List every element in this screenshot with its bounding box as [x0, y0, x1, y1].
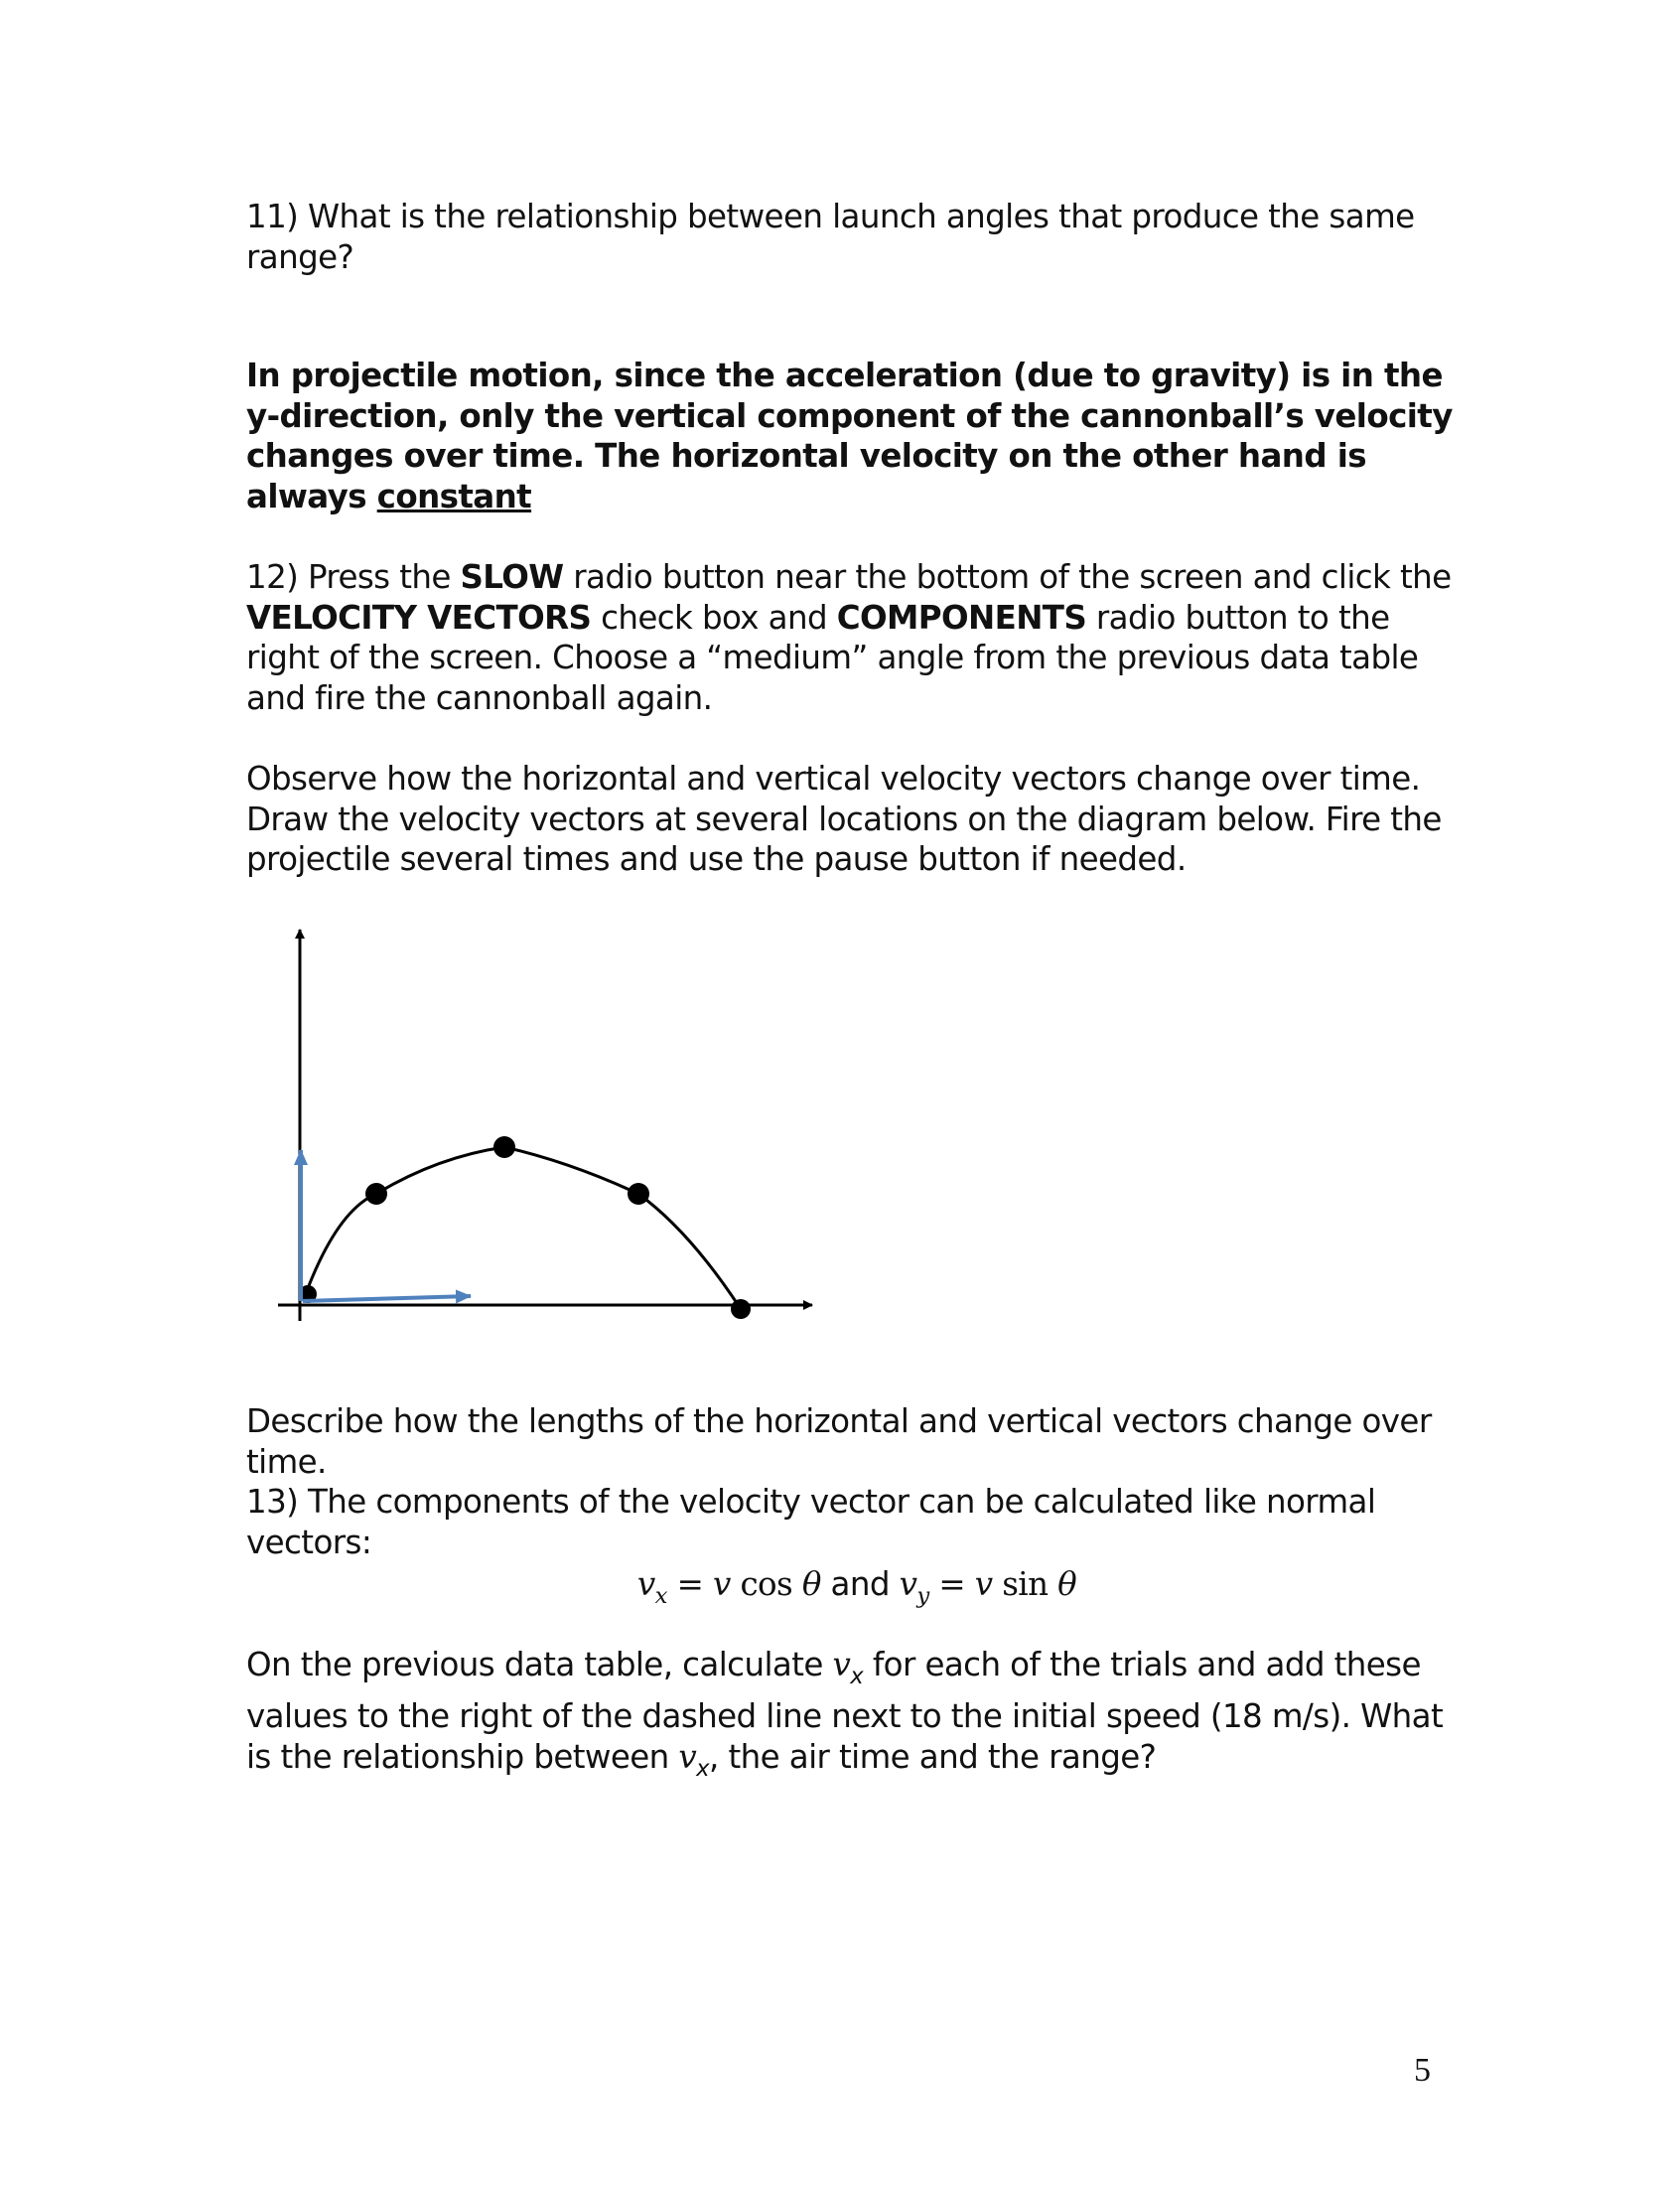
observe-paragraph: Observe how the horizontal and vertical velocity vectors change over time. Draw the velocity vectors at several locations on the diagram below. Fire the projectile several times and use the pause button if needed.: [246, 760, 1442, 878]
formula-vx-sub: x: [654, 1582, 667, 1609]
final-text-1: On the previous data table, calculate: [246, 1646, 833, 1683]
trajectory-point: [731, 1299, 751, 1319]
q12-text-2: radio button near the bottom of the screen and click the: [563, 558, 1452, 596]
formula-equals: =: [928, 1565, 975, 1603]
q12-components-label: COMPONENTS: [836, 598, 1087, 637]
final-vx-sub: x: [696, 1755, 710, 1782]
q12-text-3: check box and: [591, 598, 837, 637]
horizontal-velocity-vector: [303, 1296, 471, 1301]
formula-and: and: [820, 1565, 900, 1603]
describe-paragraph: Describe how the lengths of the horizontal and vertical vectors change over time.: [246, 1402, 1432, 1481]
formula-vx: v: [636, 1565, 655, 1603]
page-number: 5: [1414, 2052, 1431, 2089]
formula-sin: sin: [992, 1565, 1058, 1603]
question-13: 13) The components of the velocity vector can be calculated like normal vectors:: [246, 1483, 1376, 1561]
final-text-2: for each of the trials and add these values to the right of the dashed line next to the initial speed (18 m/s). What is the relationship between: [246, 1646, 1444, 1776]
formula-vy-sub: y: [916, 1582, 929, 1609]
final-vx: v: [832, 1646, 851, 1683]
info-underlined-word: constant: [376, 477, 532, 515]
question-11: 11) What is the relationship between launch angles that produce the same range?: [246, 198, 1415, 276]
final-question-paragraph: [246, 1645, 1468, 1789]
trajectory-point: [628, 1183, 649, 1205]
formula-theta: θ: [1057, 1565, 1077, 1603]
q12-slow-label: SLOW: [460, 558, 564, 596]
trajectory-point: [493, 1136, 515, 1158]
formula-v: v: [974, 1565, 993, 1603]
q12-velocity-vectors-label: VELOCITY VECTORS: [246, 598, 592, 637]
q12-text-4: radio button to the right of the screen. Choose a “medium” angle from the previous data table and fire the cannonball again.: [246, 598, 1419, 717]
formula-theta: θ: [801, 1565, 821, 1603]
formula-equals: =: [666, 1565, 713, 1603]
formula-cos: cos: [730, 1565, 802, 1603]
final-vx-sub: x: [850, 1663, 864, 1689]
final-text-3: , the air time and the range?: [709, 1737, 1157, 1776]
final-vx: v: [678, 1737, 697, 1776]
info-text: In projectile motion, since the acceleration (due to gravity) is in the y-direction, only the vertical component of the cannonball’s velocity changes over time. The horizontal velocity on the other hand is always: [246, 357, 1453, 515]
trajectory-point: [365, 1183, 387, 1205]
q12-text-1: 12) Press the: [246, 558, 461, 596]
formula-v: v: [712, 1565, 731, 1603]
velocity-component-formula: [246, 1564, 1468, 1616]
formula-vy: v: [899, 1565, 917, 1603]
trajectory-curve: [305, 1147, 741, 1309]
